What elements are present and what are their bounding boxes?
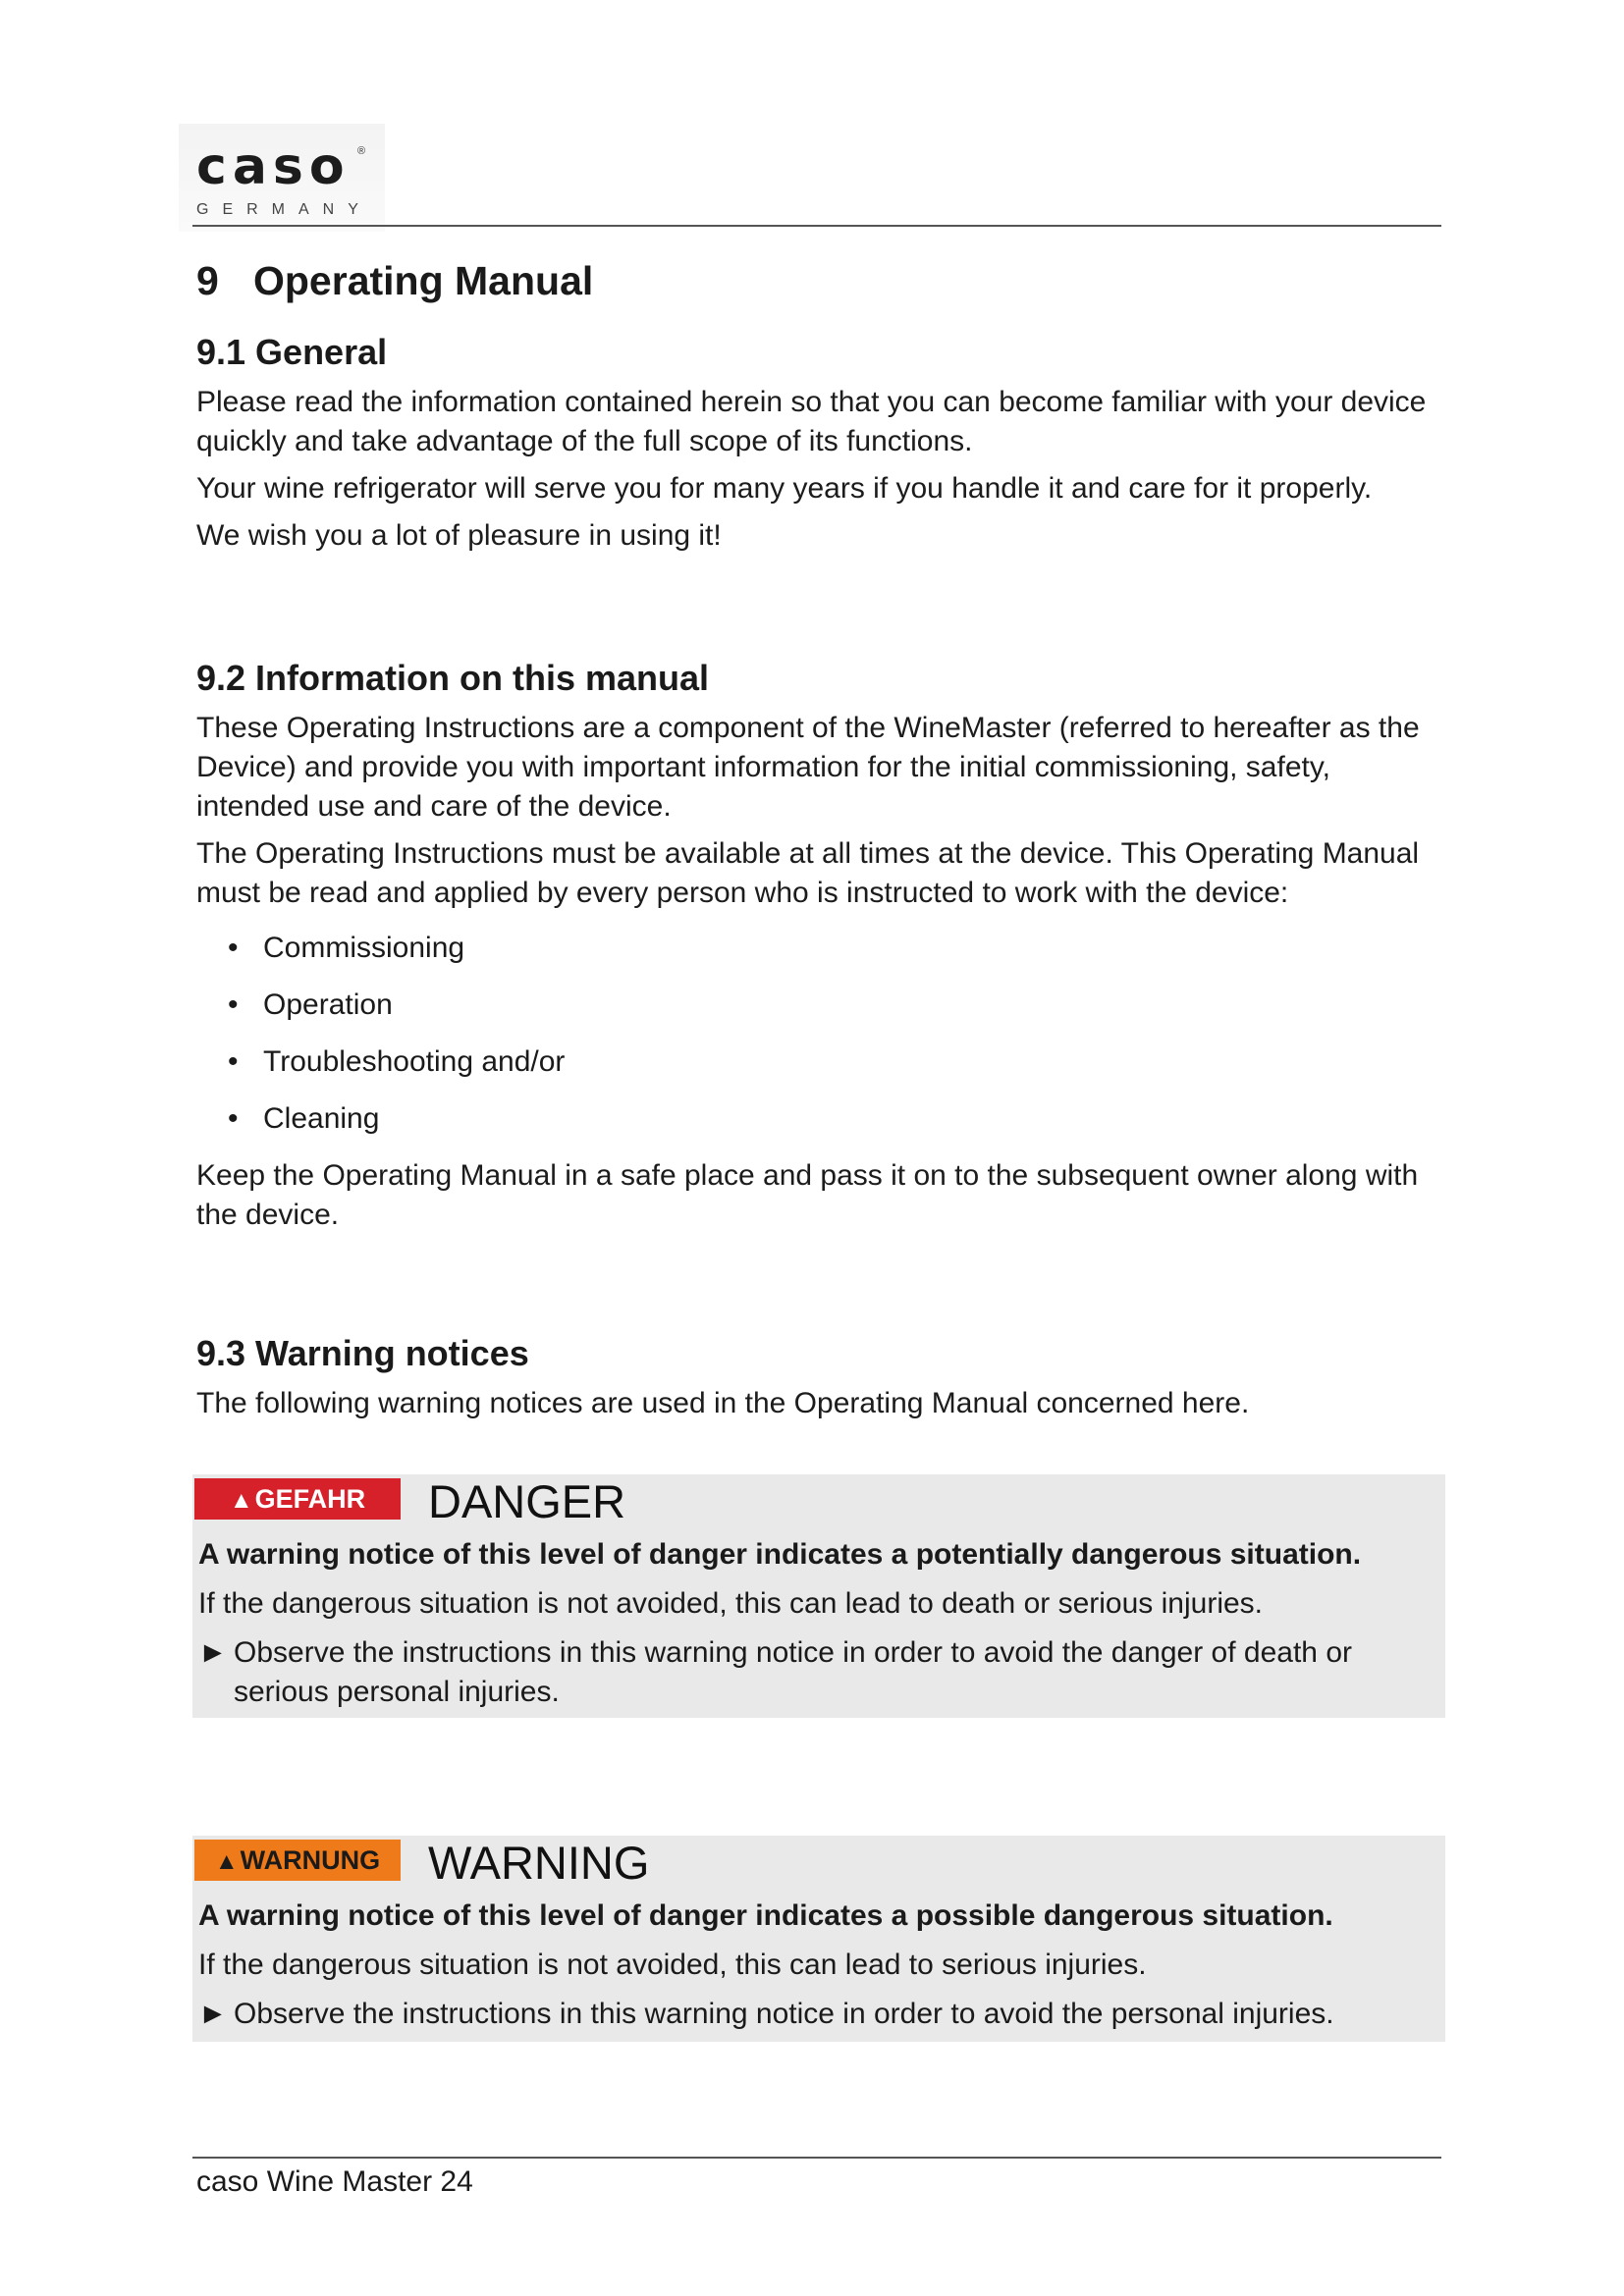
danger-step-text: Observe the instructions in this warning notice in order to avoid the danger of death or serious personal injuries. (234, 1636, 1352, 1708)
section-general-heading: 9.1 General (196, 332, 388, 372)
general-paragraph-2: Your wine refrigerator will serve you for many years if you handle it and care for it properly. (196, 472, 1373, 505)
list-item: • Operation (228, 986, 1441, 1025)
page-content (196, 245, 1441, 1423)
chapter-title-text: Operating Manual (253, 258, 594, 303)
warning-tag-label: WARNUNG (240, 1845, 381, 1875)
list-item: • Troubleshooting and/or (228, 1042, 1441, 1082)
warning-notice-box (192, 1836, 1445, 2042)
caso-logo (179, 124, 385, 232)
general-paragraph-1: Please read the information contained herein so that you can become familiar with your device quickly and take advantage of the full scope of its functions. (196, 386, 1427, 457)
warning-text: If the dangerous situation is not avoided, this can lead to serious injuries. (198, 1949, 1147, 1981)
danger-bold-text: A warning notice of this level of danger indicates a potentially dangerous situation. (198, 1538, 1362, 1571)
footer-divider (192, 2157, 1441, 2159)
warning-step (198, 1995, 1437, 2034)
danger-tag-label: GEFAHR (254, 1484, 366, 1514)
danger-text: If the dangerous situation is not avoided, this can lead to death or serious injuries. (198, 1587, 1263, 1620)
arrow-right-icon: ► (198, 1636, 228, 1669)
info-paragraph-1: These Operating Instructions are a component of the WineMaster (referred to hereafter as the Device) and provide you with important information for the initial commissioning, safety, intended use and care of the device. (196, 712, 1420, 823)
warnings-intro: The following warning notices are used in the Operating Manual concerned here. (196, 1387, 1250, 1419)
danger-notice-box (192, 1474, 1445, 1718)
danger-tag (194, 1478, 401, 1520)
general-paragraph-3: We wish you a lot of pleasure in using it! (196, 519, 722, 552)
list-item: • Cleaning (228, 1099, 1441, 1139)
section-warnings-heading: 9.3 Warning notices (196, 1333, 529, 1373)
section-info-heading: 9.2 Information on this manual (196, 658, 710, 698)
warning-bold-text: A warning notice of this level of danger indicates a possible dangerous situation. (198, 1899, 1333, 1932)
warning-level-label: WARNING (428, 1837, 650, 1889)
usage-list (196, 929, 1441, 1139)
danger-level-label: DANGER (428, 1475, 626, 1527)
chapter-title (196, 255, 1441, 306)
info-paragraph-2: The Operating Instructions must be available at all times at the device. This Operating Manual must be read and applied by every person who is instructed to work with the device: (196, 837, 1420, 909)
list-item: • Commissioning (228, 929, 1441, 968)
warning-step-text: Observe the instructions in this warning notice in order to avoid the personal injuries. (234, 1998, 1334, 2030)
header-divider (192, 225, 1441, 227)
danger-step (198, 1633, 1437, 1712)
info-paragraph-3: Keep the Operating Manual in a safe place and pass it on to the subsequent owner along with the device. (196, 1159, 1419, 1231)
logo-registered-mark: ® (357, 145, 366, 157)
warning-triangle-icon: ▲ (214, 1848, 239, 1875)
logo-wordmark: caso (196, 137, 351, 196)
warning-triangle-icon: ▲ (229, 1487, 253, 1514)
page-footer: caso Wine Master 24 (196, 2165, 473, 2198)
warning-tag (194, 1840, 401, 1881)
chapter-number: 9 (196, 258, 219, 303)
arrow-right-icon: ► (198, 1998, 228, 2030)
logo-subtitle: GERMANY (196, 201, 372, 218)
